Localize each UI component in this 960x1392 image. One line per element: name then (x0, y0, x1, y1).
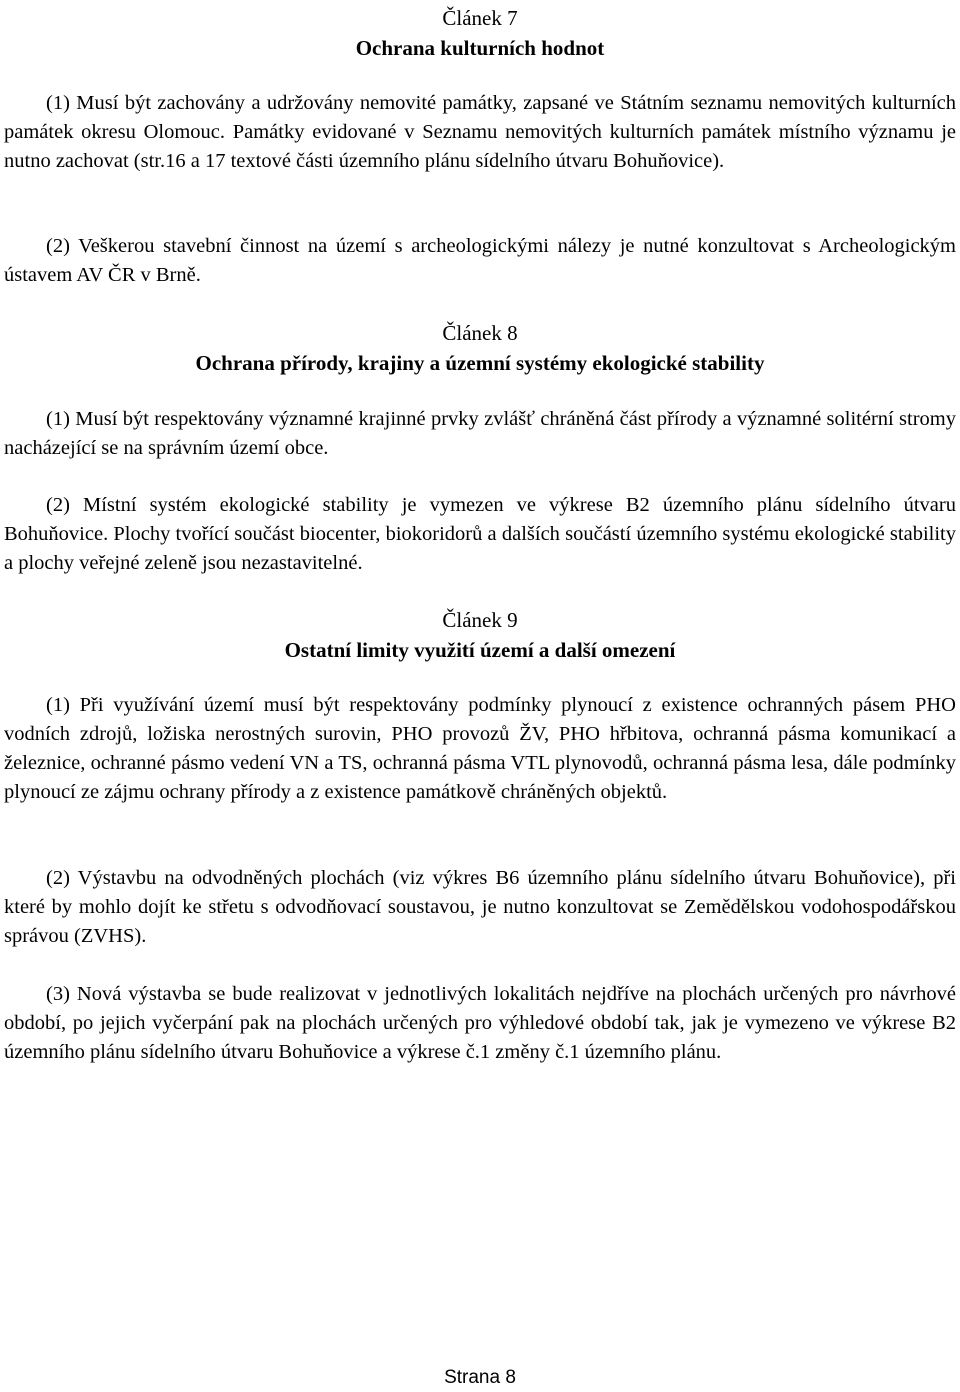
article-title: Ochrana přírody, krajiny a územní systémy ekologické stability (195, 351, 765, 375)
page-number: Strana 8 (444, 1367, 516, 1388)
paragraph: (1) Musí být respektovány významné krajinné prvky zvlášť chráněná část přírody a významné solitérní stromy nacházející se na správním území obce. (4, 408, 956, 459)
paragraph: (3) Nová výstavba se bude realizovat v jednotlivých lokalitách nejdříve na plochách určených pro návrhové období, po jejich vyčerpání pak na plochách určených pro výhledové období tak, jak je vymezeno ve výkrese B2 územního plánu sídelního útvaru Bohuňovice a výkrese č.1 změny č.1 územního plánu. (4, 983, 956, 1063)
article-number: Článek 7 (442, 6, 518, 30)
paragraph: (1) Při využívání území musí být respektovány podmínky plynoucí z existence ochranných pásem PHO vodních zdrojů, ložiska nerostných surovin, PHO provozů ŽV, PHO hřbitova, ochranná pásma komunikací a železnice, ochranné pásmo vedení VN a TS, ochranná pásma VTL plynovodů, ochranná pásma lesa, dále podmínky plynoucí ze zájmu ochrany přírody a z existence památkově chráněných objektů. (4, 694, 956, 803)
paragraph: (2) Výstavbu na odvodněných plochách (viz výkres B6 územního plánu sídelního útvaru Bohuňovice), při které by mohlo dojít ke střetu s odvodňovací soustavou, je nutno konzultovat se Zemědělskou vodohospodářskou správou (ZVHS). (4, 867, 956, 947)
article-number: Článek 8 (442, 321, 518, 345)
article-title: Ostatní limity využití území a další omezení (284, 638, 676, 662)
paragraph: (2) Veškerou stavební činnost na území s archeologickými nálezy je nutné konzultovat s Archeologickým ústavem AV ČR v Brně. (4, 235, 956, 286)
article-number: Článek 9 (442, 608, 518, 632)
article-8-heading (4, 318, 956, 378)
article-9-heading (4, 605, 956, 665)
article-title: Ochrana kulturních hodnot (355, 36, 605, 60)
paragraph: (2) Místní systém ekologické stability je vymezen ve výkrese B2 územního plánu sídelního útvaru Bohuňovice. Plochy tvořící součást biocenter, biokoridorů a dalších součástí územního systému ekologické stability a plochy veřejné zeleně jsou nezastavitelné. (4, 494, 956, 574)
paragraph: (1) Musí být zachovány a udržovány nemovité památky, zapsané ve Státním seznamu nemovitých kulturních památek okresu Olomouc. Památky evidované v Seznamu nemovitých kulturních památek místního významu je nutno zachovat (str.16 a 17 textové části územního plánu sídelního útvaru Bohuňovice). (4, 92, 956, 172)
article-7-heading (4, 3, 956, 63)
